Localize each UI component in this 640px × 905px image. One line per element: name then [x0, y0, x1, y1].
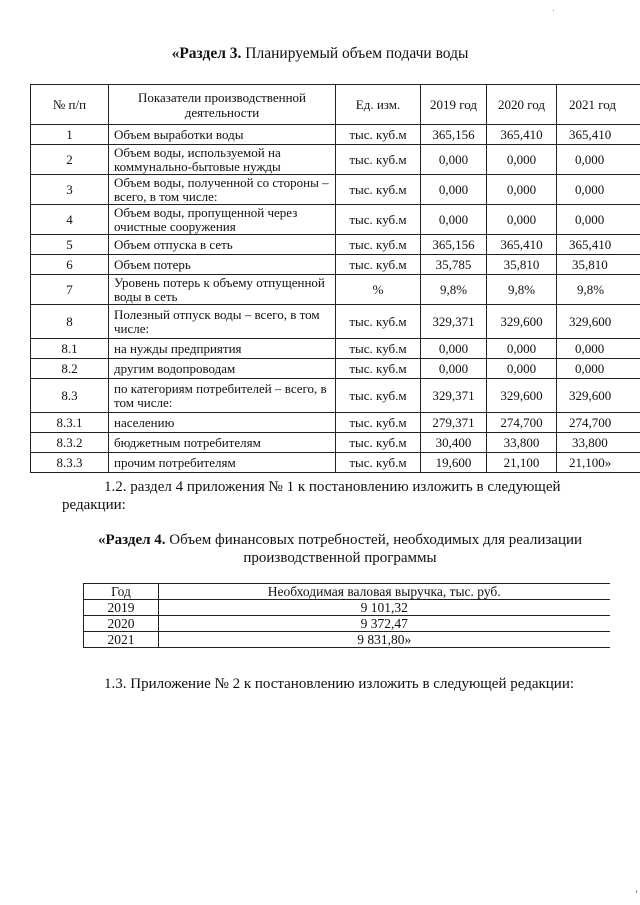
row-unit: тыс. куб.м — [336, 305, 421, 339]
table-row — [31, 205, 640, 235]
table-row — [84, 600, 610, 616]
row-value-2021: 329,600 — [557, 305, 640, 339]
row-unit: тыс. куб.м — [336, 255, 421, 275]
row-value-2021: 274,700 — [557, 413, 640, 433]
row-value-2019: 329,371 — [421, 305, 487, 339]
row-value-2019: 329,371 — [421, 379, 487, 413]
table-header-row — [84, 584, 610, 600]
row-indicator: бюджетным потребителям — [109, 433, 336, 453]
table-row — [31, 255, 640, 275]
row-indicator: Полезный отпуск воды – всего, в том числе: — [109, 305, 336, 339]
row-value-2020: 9,8% — [487, 275, 557, 305]
row-indicator: Объем отпуска в сеть — [109, 235, 336, 255]
table-row — [31, 235, 640, 255]
row-unit: тыс. куб.м — [336, 175, 421, 205]
row-indicator: Объем воды, используемой на коммунально-бытовые нужды — [109, 145, 336, 175]
row-number: 7 — [31, 275, 109, 305]
water-supply-table — [30, 84, 640, 473]
row-value-2019: 9,8% — [421, 275, 487, 305]
row-number: 4 — [31, 205, 109, 235]
table-row — [31, 175, 640, 205]
col-header-unit: Ед. изм. — [336, 85, 421, 125]
row-value-2020: 0,000 — [487, 205, 557, 235]
row-value-2020: 35,810 — [487, 255, 557, 275]
row-unit: тыс. куб.м — [336, 205, 421, 235]
paragraph-1-2-line1: 1.2. раздел 4 приложения № 1 к постановлению изложить в следующей — [104, 479, 561, 495]
row-number: 1 — [31, 125, 109, 145]
row-value-2019: 0,000 — [421, 175, 487, 205]
row-number: 8.3 — [31, 379, 109, 413]
row-unit: тыс. куб.м — [336, 145, 421, 175]
section3-title-text: Планируемый объем подачи воды — [241, 45, 469, 62]
section3-title-bold: «Раздел 3. — [171, 45, 242, 62]
row-value-2019: 365,156 — [421, 125, 487, 145]
row-year: 2020 — [84, 616, 159, 632]
row-unit: тыс. куб.м — [336, 433, 421, 453]
row-unit: тыс. куб.м — [336, 453, 421, 473]
row-number: 8.3.3 — [31, 453, 109, 473]
row-unit: тыс. куб.м — [336, 339, 421, 359]
row-value-2019: 0,000 — [421, 145, 487, 175]
row-number: 8.2 — [31, 359, 109, 379]
row-indicator: другим водопроводам — [109, 359, 336, 379]
section4-title-line2: производственной программы — [243, 550, 437, 566]
row-number: 3 — [31, 175, 109, 205]
row-indicator: населению — [109, 413, 336, 433]
row-value-2021: 33,800 — [557, 433, 640, 453]
row-unit: % — [336, 275, 421, 305]
scan-speck — [636, 890, 637, 893]
row-indicator: Объем потерь — [109, 255, 336, 275]
table-row — [31, 359, 640, 379]
table-row — [31, 275, 640, 305]
row-unit: тыс. куб.м — [336, 235, 421, 255]
row-number: 8.1 — [31, 339, 109, 359]
row-value-2019: 365,156 — [421, 235, 487, 255]
row-value-2020: 0,000 — [487, 175, 557, 205]
row-value-2019: 0,000 — [421, 205, 487, 235]
row-indicator: по категориям потребителей – всего, в том числе: — [109, 379, 336, 413]
row-value-2019: 0,000 — [421, 359, 487, 379]
col-header-2019: 2019 год — [421, 85, 487, 125]
row-number: 8.3.2 — [31, 433, 109, 453]
scan-speck — [553, 10, 554, 11]
row-indicator: на нужды предприятия — [109, 339, 336, 359]
row-value-2019: 279,371 — [421, 413, 487, 433]
row-value-2021: 0,000 — [557, 359, 640, 379]
row-value-2020: 21,100 — [487, 453, 557, 473]
row-value-2020: 365,410 — [487, 235, 557, 255]
table-row — [31, 413, 640, 433]
row-value-2021: 9,8% — [557, 275, 640, 305]
row-value-2021: 0,000 — [557, 145, 640, 175]
table-row — [31, 125, 640, 145]
row-value-2019: 30,400 — [421, 433, 487, 453]
row-indicator: прочим потребителям — [109, 453, 336, 473]
col-header-number: № п/п — [31, 85, 109, 125]
row-number: 8 — [31, 305, 109, 339]
row-number: 8.3.1 — [31, 413, 109, 433]
col-header-year: Год — [84, 584, 159, 600]
row-value-2020: 0,000 — [487, 339, 557, 359]
section4-title-text: Объем финансовых потребностей, необходимых для реализации — [165, 532, 583, 548]
row-indicator: Объем воды, пропущенной через очистные сооружения — [109, 205, 336, 235]
row-value-2019: 35,785 — [421, 255, 487, 275]
row-number: 5 — [31, 235, 109, 255]
row-value-2021: 0,000 — [557, 205, 640, 235]
table-row — [31, 433, 640, 453]
row-value-2021: 329,600 — [557, 379, 640, 413]
row-indicator: Объем выработки воды — [109, 125, 336, 145]
table-row — [84, 616, 610, 632]
table-row — [31, 339, 640, 359]
row-unit: тыс. куб.м — [336, 125, 421, 145]
table-row — [31, 379, 640, 413]
row-value-2021: 365,410 — [557, 235, 640, 255]
col-header-2020: 2020 год — [487, 85, 557, 125]
col-header-indicator: Показатели производственной деятельности — [109, 85, 336, 125]
row-value-2021: 35,810 — [557, 255, 640, 275]
row-unit: тыс. куб.м — [336, 359, 421, 379]
row-unit: тыс. куб.м — [336, 413, 421, 433]
row-revenue: 9 101,32 — [159, 600, 610, 616]
row-value-2019: 19,600 — [421, 453, 487, 473]
row-value-2020: 33,800 — [487, 433, 557, 453]
section4-title — [60, 531, 620, 567]
row-indicator: Объем воды, полученной со стороны – всего, в том числе: — [109, 175, 336, 205]
row-value-2020: 365,410 — [487, 125, 557, 145]
col-header-revenue: Необходимая валовая выручка, тыс. руб. — [159, 584, 610, 600]
row-year: 2019 — [84, 600, 159, 616]
row-value-2020: 0,000 — [487, 145, 557, 175]
row-value-2021: 0,000 — [557, 339, 640, 359]
table-row — [31, 145, 640, 175]
table-row — [84, 632, 610, 648]
row-number: 6 — [31, 255, 109, 275]
table-header-row — [31, 85, 640, 125]
row-year: 2021 — [84, 632, 159, 648]
row-indicator: Уровень потерь к объему отпущенной воды в сеть — [109, 275, 336, 305]
row-value-2020: 329,600 — [487, 305, 557, 339]
table-row — [31, 305, 640, 339]
row-revenue: 9 372,47 — [159, 616, 610, 632]
row-value-2021: 365,410 — [557, 125, 640, 145]
row-value-2020: 0,000 — [487, 359, 557, 379]
paragraph-1-2 — [62, 478, 602, 514]
row-number: 2 — [31, 145, 109, 175]
financial-needs-table — [83, 583, 610, 648]
section4-title-bold: «Раздел 4. — [97, 532, 166, 548]
row-value-2019: 0,000 — [421, 339, 487, 359]
row-value-2020: 274,700 — [487, 413, 557, 433]
row-value-2021: 0,000 — [557, 175, 640, 205]
row-unit: тыс. куб.м — [336, 379, 421, 413]
row-value-2021: 21,100» — [557, 453, 640, 473]
section3-title — [0, 45, 640, 63]
row-revenue: 9 831,80» — [159, 632, 610, 648]
paragraph-1-3: 1.3. Приложение № 2 к постановлению изложить в следующей редакции: — [104, 676, 575, 692]
table-row — [31, 453, 640, 473]
col-header-2021: 2021 год — [557, 85, 640, 125]
row-value-2020: 329,600 — [487, 379, 557, 413]
paragraph-1-2-line2: редакции: — [62, 497, 126, 513]
